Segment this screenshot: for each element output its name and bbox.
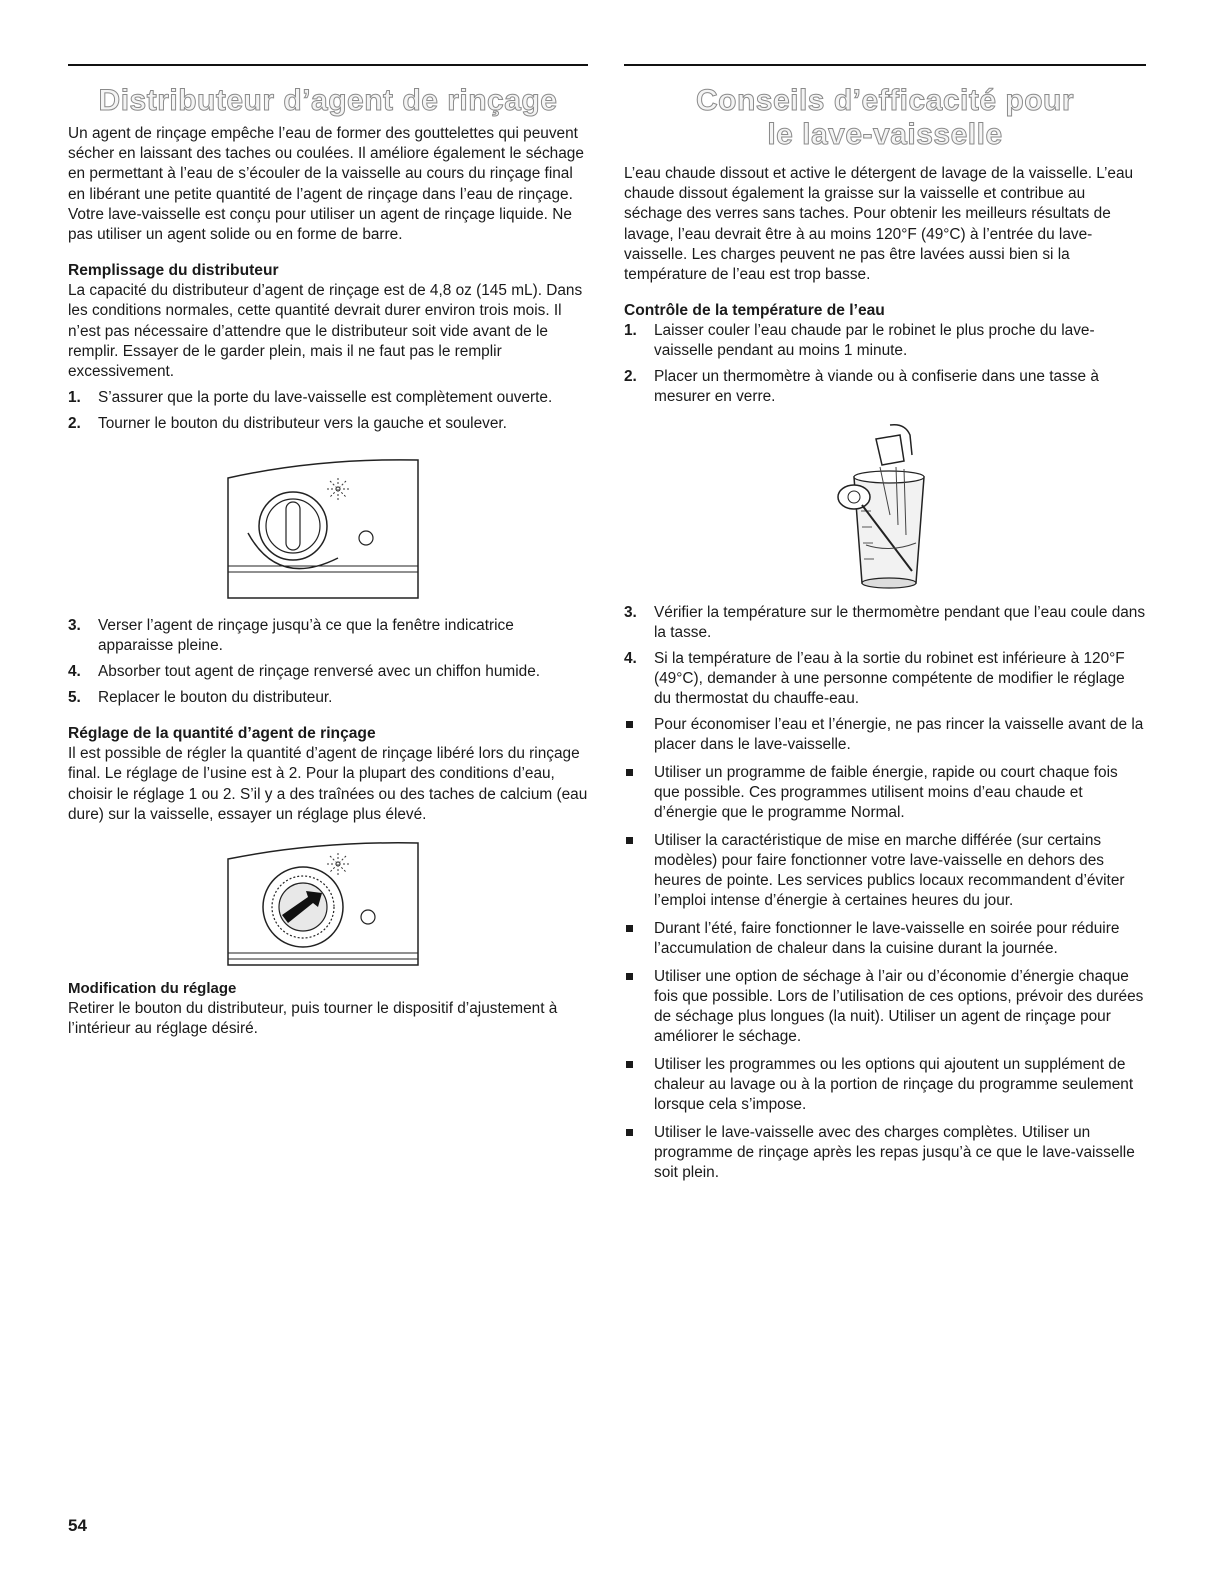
fill-steps-b xyxy=(68,616,588,708)
bullet-icon xyxy=(626,1061,633,1068)
dispenser-knob-illustration xyxy=(208,448,448,608)
temp-heading: Contrôle de la température de l’eau xyxy=(624,302,885,320)
page-number: 54 xyxy=(68,1516,87,1535)
title-line-1: Conseils d’efficacité pour xyxy=(695,84,1075,117)
list-item: Durant l’été, faire fonctionner le lave-vaisselle en soirée pour réduire l’accumulation de chaleur dans la cuisine durant la journée. xyxy=(624,919,1146,959)
fill-steps-a xyxy=(68,388,588,434)
list-item: 3. Verser l’agent de rinçage jusqu’à ce que la fenêtre indicatrice apparaisse pleine. xyxy=(68,617,514,655)
title-line-2: le lave-vaisselle xyxy=(767,118,1003,151)
temp-steps-b xyxy=(624,603,1146,709)
top-rule-left xyxy=(68,64,588,66)
list-item: 2. Tourner le bouton du distributeur vers la gauche et soulever. xyxy=(68,415,507,433)
right-column xyxy=(624,64,1146,1183)
list-item: 1. Laisser couler l’eau chaude par le robinet le plus proche du lave-vaisselle pendant au moins 1 minute. xyxy=(624,322,1095,360)
temp-steps-a xyxy=(624,321,1146,407)
list-item: 4. Si la température de l’eau à la sortie du robinet est inférieure à 120°F (49°C), demander à une personne compétente de modifier le réglage du thermostat du chauffe-eau. xyxy=(624,650,1125,708)
list-item: Utiliser un programme de faible énergie, rapide ou court chaque fois que possible. Ces programmes utilisent moins d’eau chaude et d’énergie que le programme Normal. xyxy=(624,763,1146,823)
adjust-text: Il est possible de régler la quantité d’agent de rinçage libéré lors du rinçage final. Le réglage de l’usine est à 2. Pour la plupart des conditions d’eau, choisir le réglage 1 ou 2. S’il y a des traînées ou des taches de calcium (eau dure) sur la vaisselle, essayer un réglage plus élevé. xyxy=(68,745,588,823)
bullet-icon xyxy=(626,1129,633,1136)
left-column xyxy=(68,64,588,1039)
list-item: 5. Replacer le bouton du distributeur. xyxy=(68,689,333,707)
efficiency-intro: L’eau chaude dissout et active le détergent de lavage de la vaisselle. L’eau chaude dissout également la graisse sur la vaisselle et contribue au séchage des verres sans taches. Pour obtenir les meilleurs résultats de lavage, l’eau devrait être à au moins 120°F (49°C) à l’entrée du lave-vaisselle. Les charges peuvent ne pas être lavées aussi bien si la température de l’eau est trop basse. xyxy=(624,165,1134,284)
bullet-icon xyxy=(626,973,633,980)
list-item: Utiliser la caractéristique de mise en marche différée (sur certains modèles) pour faire fonctionner votre lave-vaisselle en dehors des heures de pointe. Les services publics locaux recommandent d’éviter l’emploi intense d’énergie à certaines heures du jour. xyxy=(624,831,1146,911)
bullet-icon xyxy=(626,721,633,728)
section-title-rinse-aid: Distributeur d’agent de rinçage xyxy=(98,84,558,117)
list-item: Utiliser le lave-vaisselle avec des charges complètes. Utiliser un programme de rinçage après les repas jusqu’à ce que le lave-vaisselle soit plein. xyxy=(624,1123,1146,1183)
thermometer-cup-illustration xyxy=(820,415,950,595)
fill-text: La capacité du distributeur d’agent de rinçage est de 4,8 oz (145 mL). Dans les conditions normales, cette quantité devrait durer environ trois mois. Il n’est pas nécessaire d’attendre que le distributeur soit vide avant de le remplir. Essayer de le garder plein, mais il ne faut pas le remplir excessivement. xyxy=(68,282,583,381)
list-item: Utiliser les programmes ou les options qui ajoutent un supplément de chaleur au lavage ou à la portion de rinçage du programme seulement lorsque cela s’impose. xyxy=(624,1055,1146,1115)
list-item: 2. Placer un thermomètre à viande ou à confiserie dans une tasse à mesurer en verre. xyxy=(624,368,1099,406)
list-item: Utiliser une option de séchage à l’air ou d’économie d’énergie chaque fois que possible. Lors de l’utilisation de ces options, prévoir des durées de séchage plus longues (la nuit). Utiliser un agent de rinçage pour améliorer le séchage. xyxy=(624,967,1146,1047)
list-item: 1. S’assurer que la porte du lave-vaisselle est complètement ouverte. xyxy=(68,389,553,407)
list-item: 4. Absorber tout agent de rinçage renversé avec un chiffon humide. xyxy=(68,663,541,681)
bullet-icon xyxy=(626,925,633,932)
bullet-icon xyxy=(626,837,633,844)
list-item: Pour économiser l’eau et l’énergie, ne pas rincer la vaisselle avant de la placer dans le lave-vaisselle. xyxy=(624,715,1146,755)
adjust-heading: Réglage de la quantité d’agent de rinçage xyxy=(68,725,376,743)
adjustment-dial-illustration xyxy=(208,835,448,975)
top-rule-right xyxy=(624,64,1146,66)
list-item: 3. Vérifier la température sur le thermomètre pendant que l’eau coule dans la tasse. xyxy=(624,604,1146,642)
modify-heading: Modification du réglage xyxy=(68,980,237,998)
section-title-efficiency xyxy=(624,84,1146,152)
fill-heading: Remplissage du distributeur xyxy=(68,262,279,280)
rinse-aid-intro: Un agent de rinçage empêche l’eau de former des gouttelettes qui peuvent sécher en laissant des taches ou coulées. Il améliore également le séchage en permettant à l’eau de s’écouler de la vaisselle au cours du rinçage final en libérant une petite quantité de l’agent de rinçage dans l’eau de rinçage. Votre lave-vaisselle est conçu pour utiliser un agent de rinçage liquide. Ne pas utiliser un agent solide ou en forme de barre. xyxy=(68,125,584,244)
bullet-icon xyxy=(626,769,633,776)
modify-text: Retirer le bouton du distributeur, puis tourner le dispositif d’ajustement à l’intérieur au réglage désiré. xyxy=(68,1000,558,1038)
efficiency-tips xyxy=(624,715,1146,1183)
